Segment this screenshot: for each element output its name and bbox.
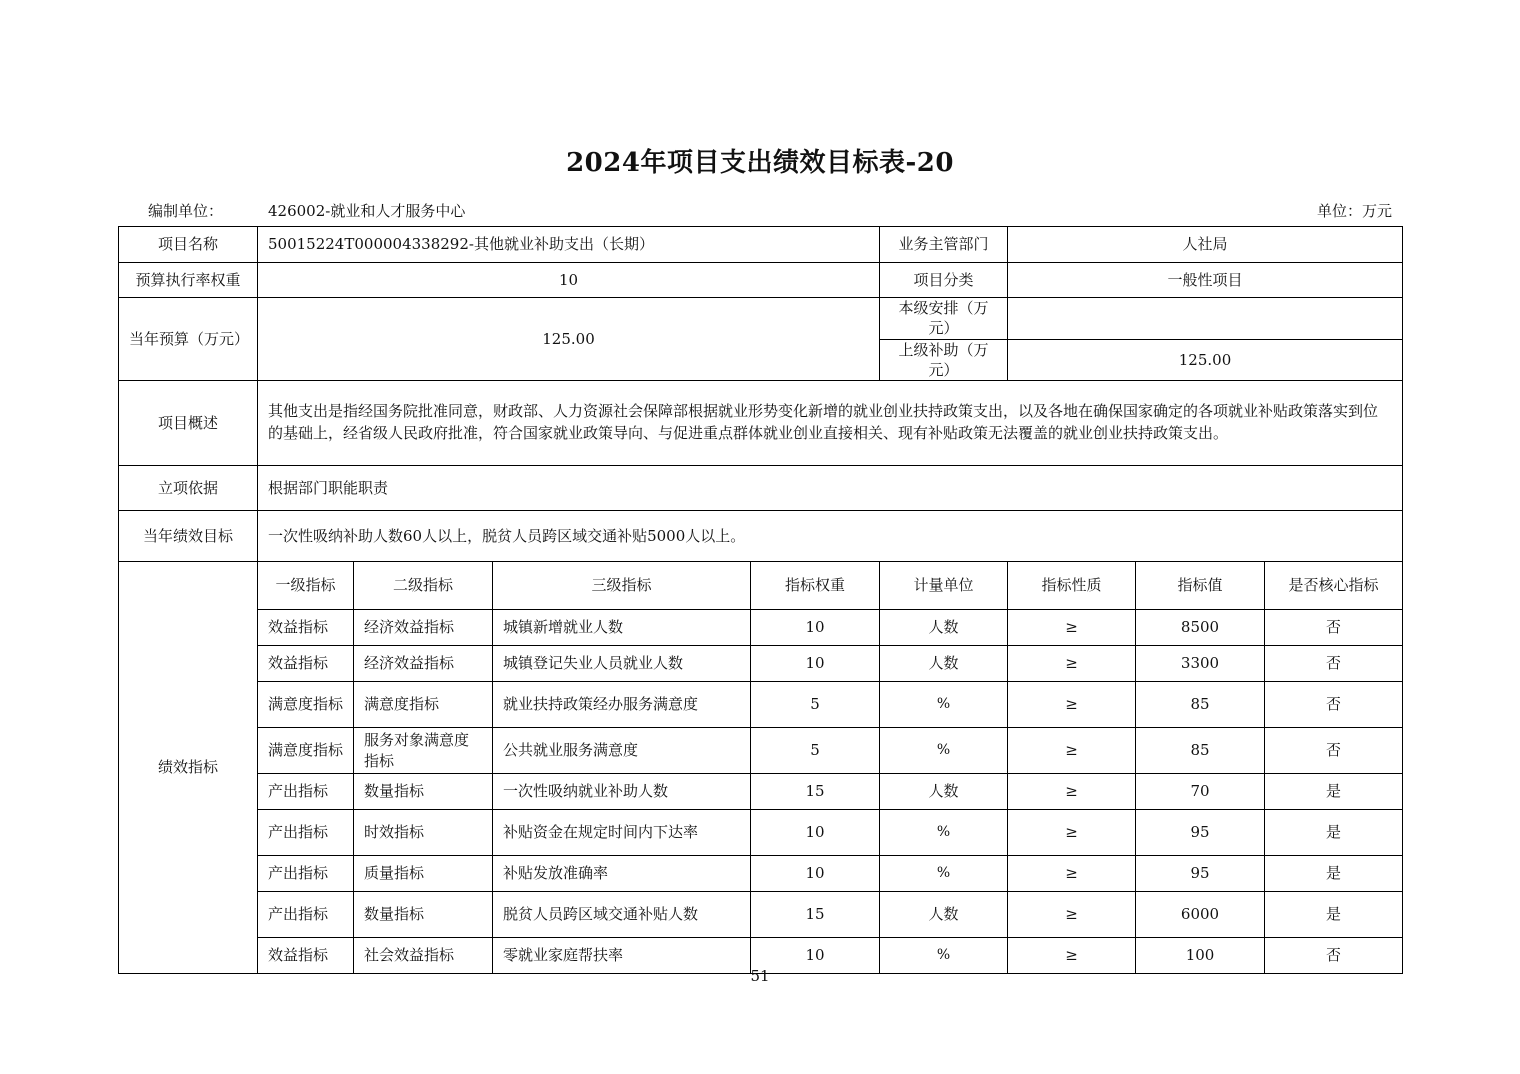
header-unit: 计量单位 [880,562,1008,610]
budget-value: 125.00 [258,298,880,381]
level3-cell: 零就业家庭帮扶率 [493,938,751,974]
table-row [119,892,1403,938]
value-cell: 100 [1136,938,1265,974]
value-cell: 95 [1136,810,1265,856]
unit-cell: % [880,810,1008,856]
core-cell: 是 [1265,892,1403,938]
value-cell: 85 [1136,728,1265,774]
table-row [119,728,1403,774]
level3-cell: 就业扶持政策经办服务满意度 [493,682,751,728]
overview-label: 项目概述 [119,381,258,466]
upper-value: 125.00 [1008,339,1403,381]
level3-cell: 城镇登记失业人员就业人数 [493,646,751,682]
table-row [119,856,1403,892]
level1-cell: 产出指标 [258,774,354,810]
level2-cell: 数量指标 [354,774,493,810]
exec-weight-label: 预算执行率权重 [119,263,258,298]
level2-cell: 社会效益指标 [354,938,493,974]
unit-value: 426002-就业和人才服务中心 [268,202,466,220]
level3-cell: 补贴发放准确率 [493,856,751,892]
nature-cell: ≥ [1008,938,1136,974]
header-level3: 三级指标 [493,562,751,610]
unit-cell: % [880,938,1008,974]
header-value: 指标值 [1136,562,1265,610]
core-cell: 是 [1265,774,1403,810]
nature-cell: ≥ [1008,682,1136,728]
page-title: 2024年项目支出绩效目标表-20 [566,148,954,178]
table-row [119,610,1403,646]
level2-cell: 满意度指标 [354,682,493,728]
row-basis [119,466,1403,511]
row-goal [119,511,1403,562]
table-row [119,774,1403,810]
currency-label: 单位：万元 [1316,202,1392,220]
row-exec-weight [119,263,1403,298]
weight-cell: 15 [751,892,880,938]
project-name-label: 项目名称 [119,227,258,263]
budget-label: 当年预算（万元） [119,298,258,381]
value-cell: 70 [1136,774,1265,810]
core-cell: 否 [1265,682,1403,728]
level1-cell: 产出指标 [258,856,354,892]
value-cell: 8500 [1136,610,1265,646]
nature-cell: ≥ [1008,892,1136,938]
nature-cell: ≥ [1008,856,1136,892]
weight-cell: 5 [751,728,880,774]
level2-cell: 时效指标 [354,810,493,856]
core-cell: 否 [1265,728,1403,774]
weight-cell: 10 [751,610,880,646]
value-cell: 3300 [1136,646,1265,682]
level3-cell: 城镇新增就业人数 [493,610,751,646]
weight-cell: 10 [751,938,880,974]
core-cell: 是 [1265,810,1403,856]
goal-text: 一次性吸纳补助人数60人以上，脱贫人员跨区域交通补贴5000人以上。 [258,511,1403,562]
nature-cell: ≥ [1008,810,1136,856]
core-cell: 否 [1265,646,1403,682]
page-number: 51 [750,967,770,985]
level1-cell: 产出指标 [258,892,354,938]
nature-cell: ≥ [1008,774,1136,810]
header-core: 是否核心指标 [1265,562,1403,610]
unit-cell: 人数 [880,610,1008,646]
basis-text: 根据部门职能职责 [258,466,1403,511]
level1-cell: 效益指标 [258,646,354,682]
nature-cell: ≥ [1008,646,1136,682]
value-cell: 6000 [1136,892,1265,938]
project-name: 50015224T000004338292-其他就业补助支出（长期） [258,227,880,263]
unit-cell: % [880,856,1008,892]
weight-cell: 10 [751,810,880,856]
performance-table [118,226,1403,974]
unit-cell: % [880,682,1008,728]
level3-cell: 一次性吸纳就业补助人数 [493,774,751,810]
header-level2: 二级指标 [354,562,493,610]
table-row [119,646,1403,682]
weight-cell: 15 [751,774,880,810]
indicators-section-label: 绩效指标 [119,562,258,974]
nature-cell: ≥ [1008,728,1136,774]
row-project-name [119,227,1403,263]
row-budget [119,298,1403,340]
value-cell: 85 [1136,682,1265,728]
dept-label: 业务主管部门 [880,227,1008,263]
core-cell: 否 [1265,610,1403,646]
level2-cell: 经济效益指标 [354,610,493,646]
header-weight: 指标权重 [751,562,880,610]
table-row [119,810,1403,856]
local-value [1008,298,1403,340]
level3-cell: 脱贫人员跨区域交通补贴人数 [493,892,751,938]
weight-cell: 10 [751,646,880,682]
category-value: 一般性项目 [1008,263,1403,298]
level2-cell: 数量指标 [354,892,493,938]
weight-cell: 5 [751,682,880,728]
header-level1: 一级指标 [258,562,354,610]
local-label: 本级安排（万元） [880,298,1008,340]
nature-cell: ≥ [1008,610,1136,646]
weight-cell: 10 [751,856,880,892]
goal-label: 当年绩效目标 [119,511,258,562]
overview-text: 其他支出是指经国务院批准同意，财政部、人力资源社会保障部根据就业形势变化新增的就业创业扶持政策支出，以及各地在确保国家确定的各项就业补贴政策落实到位的基础上，经省级人民政府批准，符合国家就业政策导向、与促进重点群体就业创业直接相关、现有补贴政策无法覆盖的就业创业扶持政策支出。 [258,381,1403,466]
core-cell: 是 [1265,856,1403,892]
level3-cell: 补贴资金在规定时间内下达率 [493,810,751,856]
level1-cell: 效益指标 [258,938,354,974]
unit-cell: 人数 [880,892,1008,938]
level1-cell: 满意度指标 [258,728,354,774]
level1-cell: 产出指标 [258,810,354,856]
level2-cell: 经济效益指标 [354,646,493,682]
table-row [119,682,1403,728]
unit-cell: 人数 [880,646,1008,682]
category-label: 项目分类 [880,263,1008,298]
upper-label: 上级补助（万元） [880,339,1008,381]
level1-cell: 效益指标 [258,610,354,646]
indicator-header-row [119,562,1403,610]
level2-cell: 质量指标 [354,856,493,892]
level1-cell: 满意度指标 [258,682,354,728]
unit-cell: % [880,728,1008,774]
dept-value: 人社局 [1008,227,1403,263]
core-cell: 否 [1265,938,1403,974]
value-cell: 95 [1136,856,1265,892]
level3-cell: 公共就业服务满意度 [493,728,751,774]
unit-cell: 人数 [880,774,1008,810]
header-nature: 指标性质 [1008,562,1136,610]
row-overview [119,381,1403,466]
level2-cell: 服务对象满意度指标 [354,728,493,774]
unit-label: 编制单位： [148,202,224,220]
exec-weight: 10 [258,263,880,298]
basis-label: 立项依据 [119,466,258,511]
